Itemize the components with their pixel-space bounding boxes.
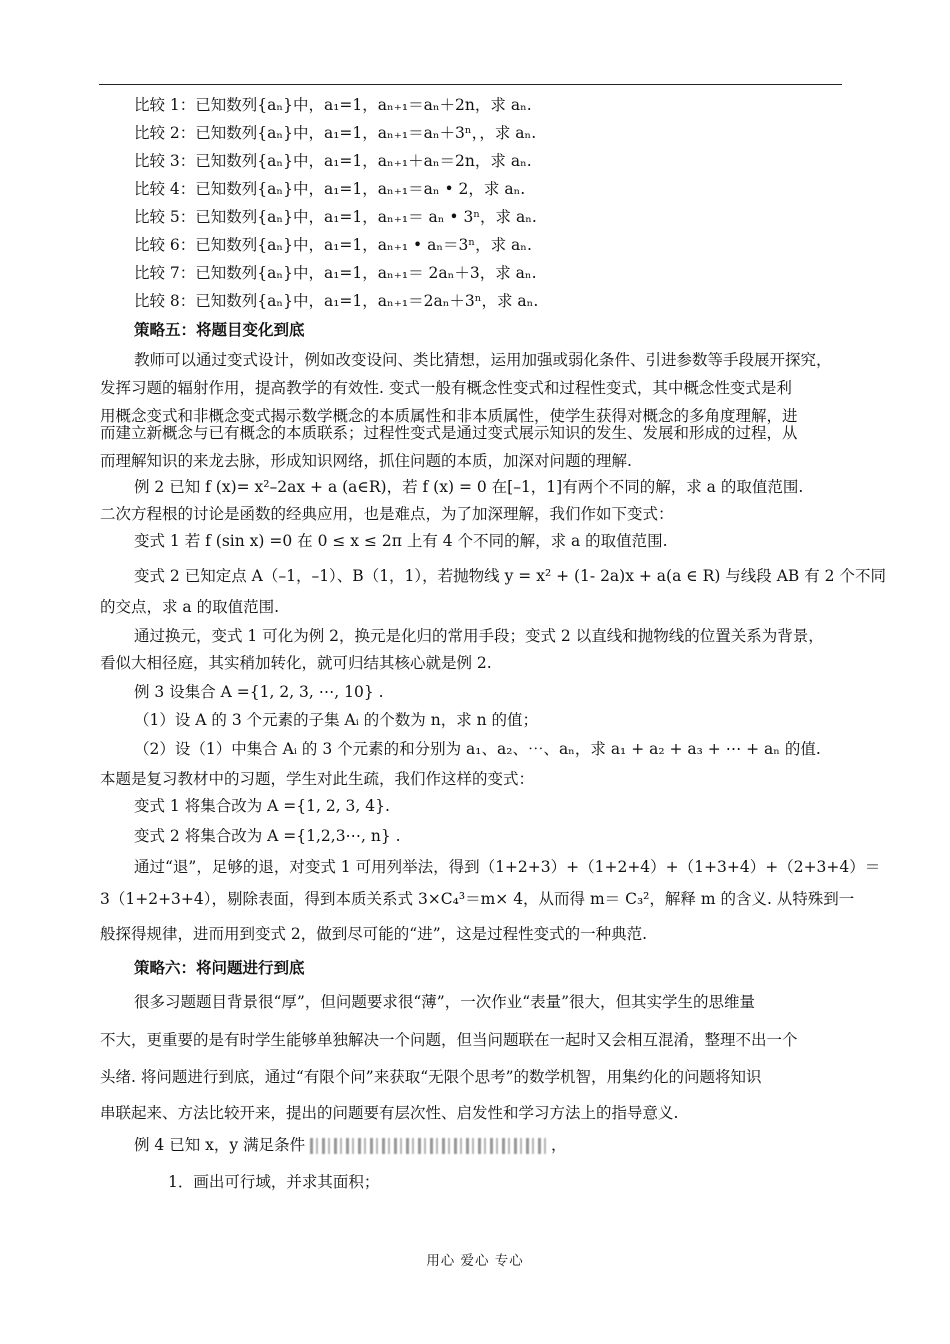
- strategy-6-heading: 策略六：将问题进行到底: [134, 958, 305, 977]
- page-footer: 用心 爱心 专心: [426, 1253, 524, 1269]
- variant-2-line-1: 变式 2 已知定点 A（–1，–1）、B（1，1），若抛物线 y = x² + (1- 2a)x + a(a ∈ R) 与线段 AB 有 2 个不同: [134, 567, 886, 585]
- example-3: 例 3 设集合 A ={1, 2, 3, ⋯, 10} .: [134, 683, 384, 701]
- comparison-6: 比较 6：已知数列{aₙ}中，a₁=1，aₙ₊₁ • aₙ＝3ⁿ，求 aₙ.: [134, 236, 532, 254]
- paragraph-1-line-2: 发挥习题的辐射作用，提高教学的有效性. 变式一般有概念性变式和过程性变式，其中概念性变式是利: [100, 379, 792, 397]
- paragraph-3-line-2: 3（1+2+3+4），剔除表面，得到本质关系式 3×C₄³＝m× 4，从而得 m＝ C₃²，解释 m 的含义. 从特殊到一: [100, 890, 855, 908]
- strategy-5-heading: 策略五：将题目变化到底: [134, 320, 305, 339]
- example-3-question-1: （1）设 A 的 3 个元素的子集 Aᵢ 的个数为 n，求 n 的值；: [134, 711, 539, 729]
- paragraph-1-line-5: 而理解知识的来龙去脉，形成知识网络，抓住问题的本质，加深对问题的理解.: [100, 452, 632, 470]
- comparison-8: 比较 8：已知数列{aₙ}中，a₁=1，aₙ₊₁＝2aₙ＋3ⁿ，求 aₙ.: [134, 292, 539, 310]
- comparison-2: 比较 2：已知数列{aₙ}中，a₁=1，aₙ₊₁＝aₙ＋3ⁿ，，求 aₙ.: [134, 124, 537, 142]
- variant-2-line-2: 的交点，求 a 的取值范围.: [100, 598, 280, 616]
- example-4-tail: ，: [550, 1136, 567, 1154]
- paragraph-1-line-4: 而建立新概念与已有概念的本质联系；过程性变式是通过变式展示知识的发生、发展和形成的过程，从: [100, 424, 798, 442]
- comparison-1: 比较 1：已知数列{aₙ}中，a₁=1，aₙ₊₁＝aₙ＋2n，求 aₙ.: [134, 96, 532, 114]
- comparison-5: 比较 5：已知数列{aₙ}中，a₁=1，aₙ₊₁＝ aₙ • 3ⁿ，求 aₙ.: [134, 208, 537, 226]
- paragraph-2-line-2: 看似大相径庭，其实稍加转化，就可归结其核心就是例 2.: [100, 654, 492, 672]
- comparison-3: 比较 3：已知数列{aₙ}中，a₁=1，aₙ₊₁＋aₙ＝2n，求 aₙ.: [134, 152, 532, 170]
- paragraph-4-line-4: 串联起来、方法比较开来，提出的问题要有层次性、启发性和学习方法上的指导意义.: [100, 1104, 679, 1122]
- example-3-note: 本题是复习教材中的习题，学生对此生疏，我们作这样的变式：: [100, 770, 535, 788]
- example-4-question-1: 1．画出可行域，并求其面积；: [168, 1173, 380, 1191]
- constraint-system-image: [310, 1138, 546, 1154]
- paragraph-3-line-1: 通过“退”，足够的退，对变式 1 可用列举法，得到（1+2+3）+（1+2+4）+（1+3+4）+（2+3+4）＝: [134, 858, 881, 876]
- variant-1: 变式 1 若 f (sin x) =0 在 0 ≤ x ≤ 2π 上有 4 个不同的解，求 a 的取值范围.: [134, 532, 668, 550]
- paragraph-2-line-1: 通过换元，变式 1 可化为例 2，换元是化归的常用手段；变式 2 以直线和抛物线的位置关系为背景，: [134, 627, 824, 645]
- comparison-4: 比较 4：已知数列{aₙ}中，a₁=1，aₙ₊₁＝aₙ • 2，求 aₙ.: [134, 180, 526, 198]
- header-rule: [99, 84, 842, 85]
- paragraph-4-line-2: 不大，更重要的是有时学生能够单独解决一个问题，但当问题联在一起时又会相互混淆，整理不出一个: [100, 1031, 798, 1049]
- example-3-variant-2: 变式 2 将集合改为 A ={1,2,3⋯, n} .: [134, 827, 401, 845]
- example-3-variant-1: 变式 1 将集合改为 A ={1, 2, 3, 4}.: [134, 797, 390, 815]
- paragraph-4-line-3: 头绪. 将问题进行到底，通过“有限个问”来获取“无限个思考”的数学机智，用集约化的问题将知识: [100, 1068, 762, 1086]
- paragraph-1-line-3: 用概念变式和非概念变式揭示数学概念的本质属性和非本质属性，使学生获得对概念的多角度理解，进: [100, 407, 798, 425]
- paragraph-1-line-1: 教师可以通过变式设计，例如改变设问、类比猜想，运用加强或弱化条件、引进参数等手段展开探究，: [134, 351, 832, 369]
- comparison-7: 比较 7：已知数列{aₙ}中，a₁=1，aₙ₊₁＝ 2aₙ＋3，求 aₙ.: [134, 264, 537, 282]
- paragraph-3-line-3: 般探得规律，进而用到变式 2，做到尽可能的“进”，这是过程性变式的一种典范.: [100, 925, 648, 943]
- example-3-question-2: （2）设（1）中集合 Aᵢ 的 3 个元素的和分别为 a₁、a₂、⋯、aₙ，求 a₁ + a₂ + a₃ + ⋯ + aₙ 的值.: [134, 740, 821, 758]
- example-4-lead: 例 4 已知 x，y 满足条件: [134, 1136, 306, 1154]
- example-2-note: 二次方程根的讨论是函数的经典应用，也是难点，为了加深理解，我们作如下变式：: [100, 505, 674, 523]
- example-4: [134, 1135, 566, 1155]
- example-2: 例 2 已知 f (x)= x²–2ax + a (a∈R)，若 f (x) = 0 在[–1，1]有两个不同的解，求 a 的取值范围.: [134, 478, 804, 496]
- paragraph-4-line-1: 很多习题题目背景很“厚”，但问题要求很“薄”，一次作业“表量”很大，但其实学生的思维量: [134, 993, 756, 1011]
